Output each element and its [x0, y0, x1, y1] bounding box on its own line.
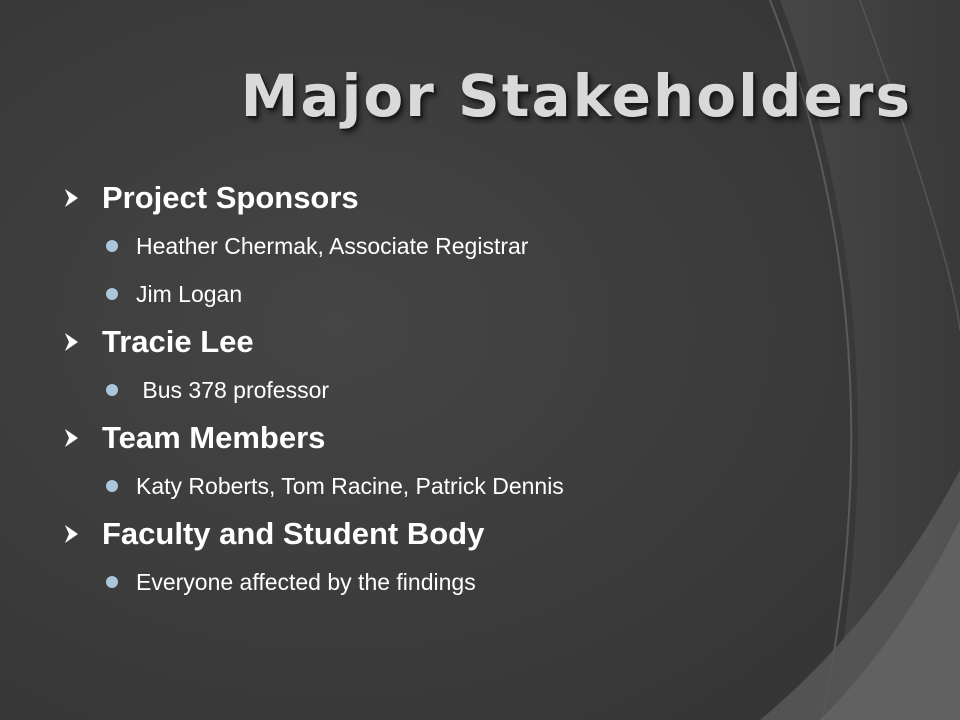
round-dot-bullet-icon [106, 384, 118, 396]
list-item-label: Heather Chermak, Associate Registrar [136, 232, 529, 259]
round-dot-bullet-icon [106, 288, 118, 300]
bullet-list [64, 174, 924, 606]
section-heading-faculty-and-student-body [64, 510, 924, 558]
list-item [64, 366, 924, 414]
list-item [64, 462, 924, 510]
list-item [64, 270, 924, 318]
arrowhead-bullet-icon [64, 188, 102, 208]
list-item-label: Jim Logan [136, 280, 243, 307]
round-dot-bullet-icon [106, 576, 118, 588]
section-heading-label: Team Members [102, 420, 326, 455]
slide-title: Major Stakeholders [240, 62, 912, 130]
section-heading-label: Project Sponsors [102, 180, 359, 215]
list-item-label: Katy Roberts, Tom Racine, Patrick Dennis [136, 472, 564, 499]
list-item [64, 222, 924, 270]
list-item-label: Everyone affected by the findings [136, 568, 476, 595]
section-heading-tracie-lee [64, 318, 924, 366]
arrowhead-bullet-icon [64, 428, 102, 448]
section-heading-label: Tracie Lee [102, 324, 254, 359]
arrowhead-bullet-icon [64, 524, 102, 544]
arrowhead-bullet-icon [64, 332, 102, 352]
section-heading-label: Faculty and Student Body [102, 516, 485, 551]
round-dot-bullet-icon [106, 480, 118, 492]
section-heading-team-members [64, 414, 924, 462]
round-dot-bullet-icon [106, 240, 118, 252]
list-item-label: Bus 378 professor [136, 376, 330, 403]
list-item [64, 558, 924, 606]
section-heading-project-sponsors [64, 174, 924, 222]
